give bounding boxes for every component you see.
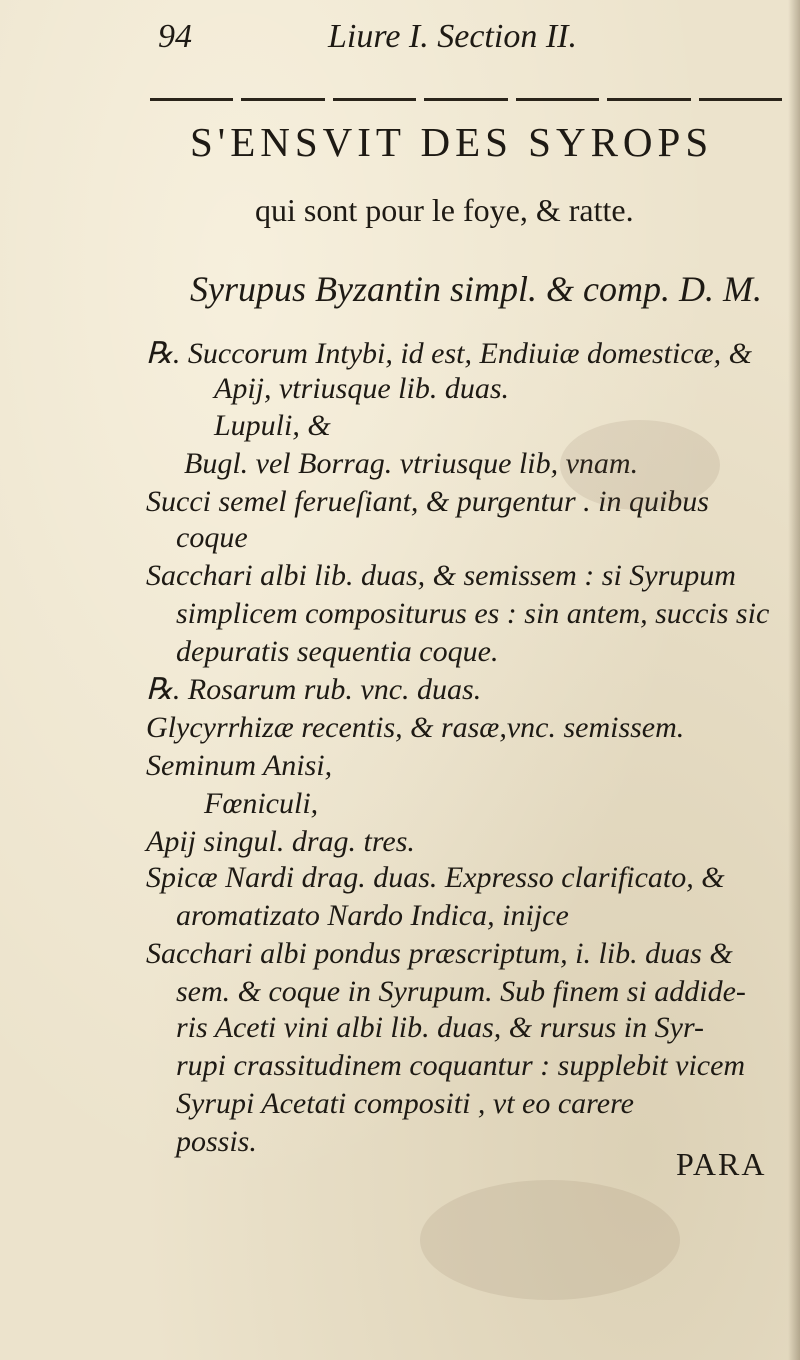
text-line: coque <box>176 521 248 554</box>
text-line: Glycyrrhizæ recentis, & rasæ,vnc. semissem. <box>146 711 685 744</box>
chapter-subheading: qui sont pour le foye, & ratte. <box>255 192 634 228</box>
text-line: Spicæ Nardi drag. duas. Expresso clarificato, & <box>146 861 725 894</box>
paper-stain <box>420 1180 680 1300</box>
text-line: Sacchari albi pondus præscriptum, i. lib. duas & <box>146 937 733 970</box>
rule-segment <box>241 98 324 101</box>
text-line: ℞. Rosarum rub. vnc. duas. <box>146 673 482 706</box>
ornamental-rule <box>150 98 782 104</box>
text-line: Apij singul. drag. tres. <box>146 825 415 858</box>
text-line: rupi crassitudinem coquantur : supplebit vicem <box>176 1049 746 1082</box>
rule-segment <box>424 98 507 101</box>
text-line: Seminum Anisi, <box>146 749 333 782</box>
rule-segment <box>150 98 233 101</box>
page-edge-shadow <box>788 0 800 1360</box>
catchword: PARA <box>676 1146 767 1182</box>
rule-segment <box>607 98 690 101</box>
rule-segment <box>699 98 782 101</box>
text-line: Apij, vtriusque lib. duas. <box>214 372 509 405</box>
text-line: aromatizato Nardo Indica, inijce <box>176 899 569 932</box>
chapter-heading: S'ENSVIT DES SYROPS <box>190 119 714 165</box>
recipe-title: Syrupus Byzantin simpl. & comp. D. M. <box>190 269 762 309</box>
text-line: Succi semel ferueſiant, & purgentur . in quibus <box>146 485 709 518</box>
text-line: depuratis sequentia coque. <box>176 635 499 668</box>
text-line: ℞. Succorum Intybi, id est, Endiuiæ domesticæ, & <box>146 337 752 370</box>
rule-segment <box>333 98 416 101</box>
paper-stain <box>560 420 720 510</box>
text-line: Bugl. vel Borrag. vtriusque lib, vnam. <box>184 447 639 480</box>
running-head <box>150 14 630 64</box>
section-reference: Liure I. Section II. <box>328 18 577 55</box>
text-line: possis. <box>176 1125 257 1158</box>
text-line: ris Aceti vini albi lib. duas, & rursus in Syr- <box>176 1011 705 1044</box>
text-line: Fœniculi, <box>204 787 319 820</box>
text-line: Syrupi Acetati compositi , vt eo carere <box>176 1087 634 1120</box>
text-line: sem. & coque in Syrupum. Sub finem si addide- <box>176 975 746 1008</box>
page-number: 94 <box>158 18 192 55</box>
text-line: Lupuli, & <box>214 409 331 442</box>
rule-segment <box>516 98 599 101</box>
text-line: Sacchari albi lib. duas, & semissem : si Syrupum <box>146 559 736 592</box>
text-line: simplicem compositurus es : sin antem, succis sic <box>176 597 770 630</box>
